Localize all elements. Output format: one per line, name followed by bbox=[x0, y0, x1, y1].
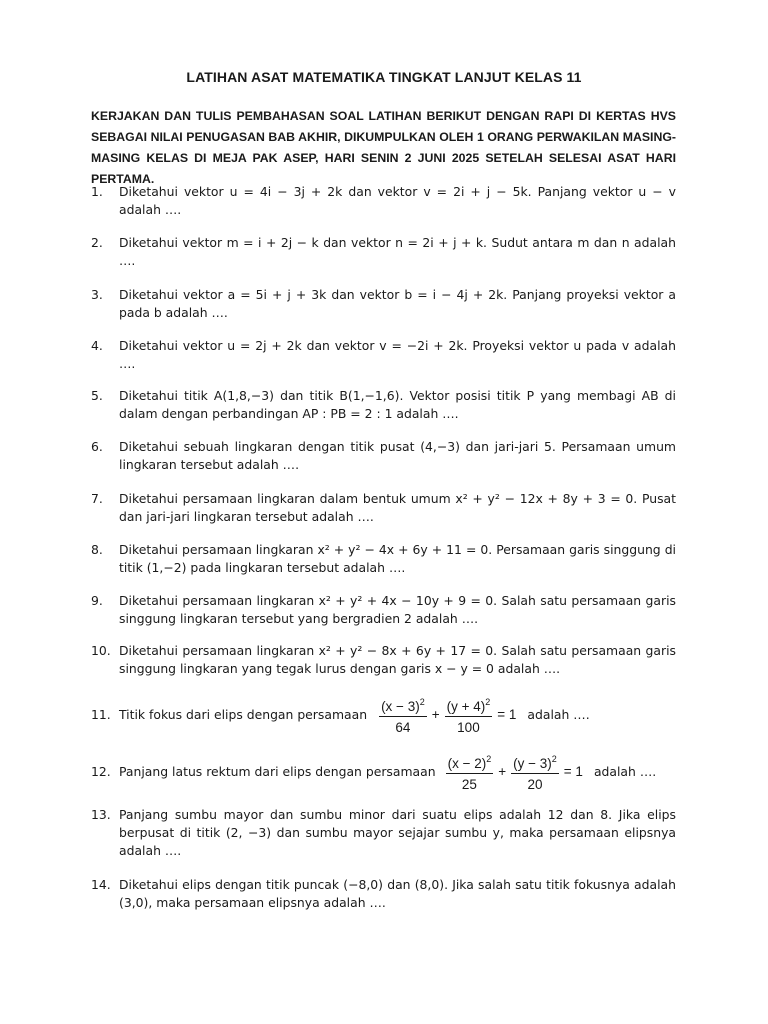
question-7 bbox=[91, 490, 676, 526]
equals-one: = 1 bbox=[497, 707, 517, 722]
question-text: Diketahui persamaan lingkaran dalam bentuk umum x² + y² − 12x + 8y + 3 = 0. Pusat dan jari-jari lingkaran tersebut adalah …. bbox=[119, 491, 676, 524]
question-13 bbox=[91, 806, 676, 860]
fraction-numerator: (x − 3) bbox=[381, 699, 420, 714]
question-9 bbox=[91, 592, 676, 628]
question-text: Diketahui sebuah lingkaran dengan titik pusat (4,−3) dan jari-jari 5. Persamaan umum lingkaran tersebut adalah …. bbox=[119, 439, 676, 472]
question-number: 14. bbox=[91, 877, 111, 892]
question-text: Diketahui vektor u = 2j + 2k dan vektor v = −2i + 2k. Proyeksi vektor u pada v adalah …. bbox=[119, 338, 676, 371]
question-number: 4. bbox=[91, 338, 103, 353]
exponent: 2 bbox=[485, 697, 491, 707]
question-text: Diketahui persamaan lingkaran x² + y² − 8x + 6y + 17 = 0. Salah satu persamaan garis singgung lingkaran yang tegak lurus dengan garis x − y = 0 adalah …. bbox=[119, 643, 676, 676]
document-title: LATIHAN ASAT MATEMATIKA TINGKAT LANJUT KELAS 11 bbox=[186, 69, 582, 85]
exponent: 2 bbox=[551, 754, 557, 764]
question-number: 11. bbox=[91, 707, 111, 722]
question-number: 9. bbox=[91, 593, 103, 608]
question-2 bbox=[91, 234, 676, 270]
question-text bbox=[119, 751, 676, 793]
question-10 bbox=[91, 642, 676, 678]
question-text: Diketahui persamaan lingkaran x² + y² + 4x − 10y + 9 = 0. Salah satu persamaan garis singgung lingkaran tersebut yang bergradien 2 adalah …. bbox=[119, 593, 676, 626]
question-number: 5. bbox=[91, 388, 103, 403]
plus-sign: + bbox=[431, 707, 440, 722]
question-1 bbox=[91, 183, 676, 219]
question-number: 1. bbox=[91, 184, 103, 199]
fraction-numerator: (y − 3) bbox=[513, 756, 552, 771]
question-number: 8. bbox=[91, 542, 103, 557]
equals-one: = 1 bbox=[563, 764, 583, 779]
question-text: Diketahui vektor m = i + 2j − k dan vektor n = 2i + j + k. Sudut antara m dan n adalah …. bbox=[119, 235, 676, 268]
question-14 bbox=[91, 876, 676, 912]
question-prefix: Panjang latus rektum dari elips dengan persamaan bbox=[119, 764, 436, 779]
question-number: 2. bbox=[91, 235, 103, 250]
fraction-denominator: 20 bbox=[527, 777, 543, 792]
fraction-denominator: 25 bbox=[461, 777, 477, 792]
question-3 bbox=[91, 286, 676, 322]
question-11 bbox=[91, 694, 676, 736]
question-number: 13. bbox=[91, 807, 111, 822]
question-prefix: Titik fokus dari elips dengan persamaan bbox=[119, 707, 368, 722]
instructions-paragraph: KERJAKAN DAN TULIS PEMBAHASAN SOAL LATIHAN BERIKUT DENGAN RAPI DI KERTAS HVS SEBAGAI NILAI PENUGASAN BAB AKHIR, DIKUMPULKAN OLEH 1 ORANG PERWAKILAN MASING-MASING KELAS DI MEJA PAK ASEP, HARI SENIN 2 JUNI 2025 SETELAH SELESAI ASAT HARI PERTAMA. bbox=[91, 109, 676, 186]
fraction-y-term bbox=[511, 751, 559, 793]
question-number: 7. bbox=[91, 491, 103, 506]
fraction-numerator: (x − 2) bbox=[447, 756, 487, 771]
question-text: Diketahui titik A(1,8,−3) dan titik B(1,−1,6). Vektor posisi titik P yang membagi AB di dalam dengan perbandingan AP : PB = 2 : 1 adalah …. bbox=[119, 388, 676, 421]
question-12 bbox=[91, 751, 676, 793]
question-number: 6. bbox=[91, 439, 103, 454]
exponent: 2 bbox=[419, 697, 425, 707]
question-text: Diketahui vektor a = 5i + j + 3k dan vektor b = i − 4j + 2k. Panjang proyeksi vektor a pada b adalah …. bbox=[119, 287, 676, 320]
fraction-x-term bbox=[446, 751, 494, 793]
exponent: 2 bbox=[486, 754, 492, 764]
fraction-x-term bbox=[379, 694, 427, 736]
question-text: Diketahui elips dengan titik puncak (−8,0) dan (8,0). Jika salah satu titik fokusnya adalah (3,0), maka persamaan elipsnya adalah …. bbox=[119, 877, 676, 910]
fraction-numerator: (y + 4) bbox=[446, 699, 486, 714]
fraction-y-term bbox=[445, 694, 493, 736]
question-6 bbox=[91, 438, 676, 474]
question-suffix: adalah …. bbox=[527, 707, 590, 722]
fraction-denominator: 64 bbox=[395, 720, 411, 735]
question-number: 12. bbox=[91, 764, 111, 779]
question-8 bbox=[91, 541, 676, 577]
question-text bbox=[119, 694, 676, 736]
question-text: Panjang sumbu mayor dan sumbu minor dari suatu elips adalah 12 dan 8. Jika elips berpusat di titik (2, −3) dan sumbu mayor sejajar sumbu y, maka persamaan elipsnya adalah …. bbox=[119, 807, 676, 858]
question-suffix: adalah …. bbox=[593, 764, 657, 779]
question-text: Diketahui vektor u = 4i − 3j + 2k dan vektor v = 2i + j − 5k. Panjang vektor u − v adalah …. bbox=[119, 184, 676, 217]
plus-sign: + bbox=[498, 764, 507, 779]
question-5 bbox=[91, 387, 676, 423]
question-text: Diketahui persamaan lingkaran x² + y² − 4x + 6y + 11 = 0. Persamaan garis singgung di titik (1,−2) pada lingkaran tersebut adalah …. bbox=[119, 542, 676, 575]
fraction-denominator: 100 bbox=[457, 720, 480, 735]
question-number: 3. bbox=[91, 287, 103, 302]
question-number: 10. bbox=[91, 643, 111, 658]
question-4 bbox=[91, 337, 676, 373]
